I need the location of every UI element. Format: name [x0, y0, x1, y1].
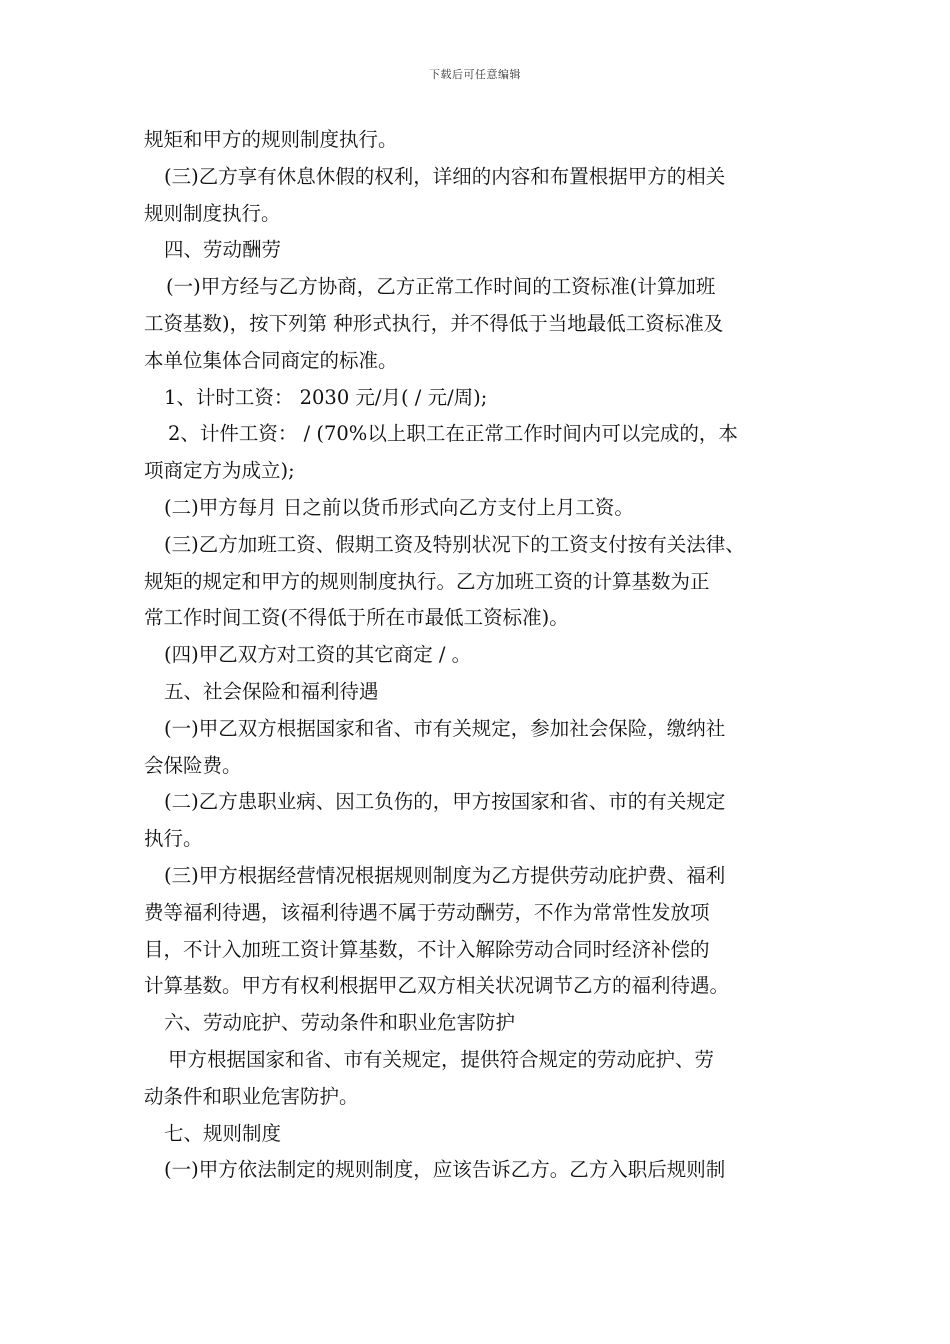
text-line: (三)甲方根据经营情况根据规则制度为乙方提供劳动庇护费、福利	[164, 863, 726, 887]
text-line: (三)乙方加班工资、假期工资及特别状况下的工资支付按有关法律、	[164, 532, 745, 556]
text-line: 目，不计入加班工资计算基数，不计入解除劳动合同时经济补偿的	[144, 937, 710, 961]
text-line: 2、计件工资： / (70%以上职工在正常工作时间内可以完成的，本	[168, 422, 738, 446]
text-line: 1、计时工资： 2030 元/月( / 元/周);	[164, 385, 488, 409]
text-line: 规矩和甲方的规则制度执行。	[144, 128, 398, 151]
text-line: (一)甲方经与乙方协商，乙方正常工作时间的工资标准(计算加班	[166, 275, 716, 299]
section-heading: 四、劳动酬劳	[164, 238, 282, 262]
text-line: 规则制度执行。	[144, 201, 281, 225]
text-line: 规矩的规定和甲方的规则制度执行。乙方加班工资的计算基数为正	[144, 569, 710, 593]
section-heading: 七、规则制度	[164, 1121, 282, 1145]
text-line: 本单位集体合同商定的标准。	[144, 348, 398, 372]
page-header-note: 下载后可任意编辑	[429, 68, 521, 81]
text-line: 常工作时间工资(不得低于所在市最低工资标准)。	[144, 606, 569, 630]
text-line: 费等福利待遇，该福利待遇不属于劳动酬劳，不作为常常性发放项	[144, 900, 710, 924]
text-line: (二)乙方患职业病、因工负伤的，甲方按国家和省、市的有关规定	[164, 790, 726, 814]
text-line: (四)甲乙双方对工资的其它商定 / 。	[164, 643, 472, 667]
text-line: (二)甲方每月 日之前以货币形式向乙方支付上月工资。	[164, 495, 634, 519]
document-body	[144, 122, 814, 1189]
text-line: 甲方根据国家和省、市有关规定，提供符合规定的劳动庇护、劳	[168, 1047, 715, 1071]
text-line: (一)甲方依法制定的规则制度，应该告诉乙方。乙方入职后规则制	[164, 1158, 726, 1182]
section-heading: 五、社会保险和福利待遇	[164, 679, 379, 703]
text-line: 会保险费。	[144, 753, 242, 777]
text-line: 项商定方为成立);	[144, 459, 295, 483]
text-line: 计算基数。甲方有权利根据甲乙双方相关状况调节乙方的福利待遇。	[144, 974, 730, 998]
section-heading: 六、劳动庇护、劳动条件和职业危害防护	[164, 1011, 516, 1035]
text-line: 动条件和职业危害防护。	[144, 1084, 359, 1108]
text-line: (三)乙方享有休息休假的权利，详细的内容和布置根据甲方的相关	[164, 164, 726, 188]
text-line: 执行。	[144, 827, 203, 851]
text-line: 工资基数)，按下列第 种形式执行，并不得低于当地最低工资标准及	[144, 311, 724, 335]
text-line: (一)甲乙双方根据国家和省、市有关规定，参加社会保险，缴纳社	[164, 716, 726, 740]
